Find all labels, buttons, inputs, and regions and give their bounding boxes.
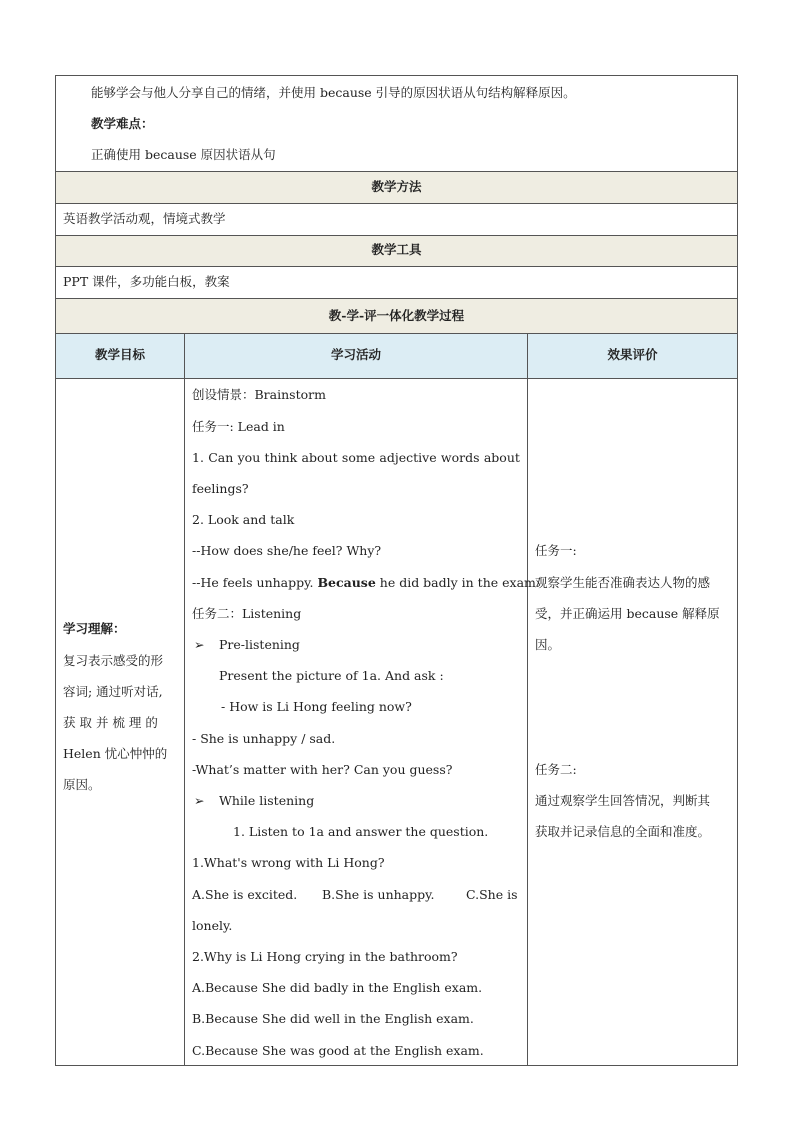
option-c: C.She is [466,887,518,902]
q1-word: about [301,450,338,465]
eval-task2-line: 通过观察学生回答情况，判断其 [535,793,711,808]
table-rule [55,235,738,236]
col-header-goal: 教学目标 [94,347,145,362]
q1-word: some [341,450,376,465]
q1-word: adjective [379,450,437,465]
difficulty-label: 教学难点： [91,116,154,131]
col-header-activity: 学习活动 [330,347,381,362]
eval-task1-label: 任务一: [535,543,577,558]
eval-task1-line: 因。 [535,637,561,652]
tools-header: 教学工具 [371,242,422,257]
table-rule [55,333,738,334]
option-a: A.She is excited. [192,887,298,902]
task2-title: 任务二：Listening [192,606,302,621]
eval-task2-line: 获取并记录信息的全面和准度。 [535,824,711,839]
table-border-left [55,75,56,1066]
why-option-b: B.Because She did well in the English exam. [192,1011,474,1026]
eval-task1-line: 观察学生能否准确表达人物的感 [535,575,711,590]
column-divider [184,333,185,1066]
task1-title: 任务一: Lead in [192,419,285,434]
goal-line: 复习表示感受的形 [63,653,164,668]
bullet-arrow-icon: ➢ [194,637,205,652]
table-rule [55,266,738,267]
table-border-top [55,75,738,76]
table-rule [55,298,738,299]
what-question: -What’s matter with her? Can you guess? [192,762,453,777]
question-wrong: 1.What's wrong with Li Hong? [192,855,385,870]
eval-task1-line: 受，并正确运用 because 解释原 [535,606,720,621]
goal-line: 容词; 通过听对话, [63,684,163,699]
table-border-right [737,75,738,1066]
option-c-cont: lonely. [192,918,233,933]
pre-listening: Pre-listening [219,637,300,652]
present-text: Present the picture of 1a. And ask : [219,668,444,683]
column-divider [527,333,528,1066]
bullet-arrow-icon: ➢ [194,793,205,808]
question1-line1 [192,450,520,466]
answer-pre: --He feels unhappy. [192,575,318,590]
process-header: 教-学-评一体化教学过程 [328,308,465,323]
col-header-evaluation: 效果评价 [607,347,658,362]
q1-word: about [483,450,520,465]
q1-word: words [440,450,480,465]
why-option-c: C.Because She was good at the English exam. [192,1043,484,1058]
table-border-bottom [55,1065,738,1066]
eval-task2-label: 任务二: [535,762,577,777]
q1-word: Can [208,450,234,465]
answer-post: he did badly in the exam. [375,575,540,590]
answer-feel [192,575,540,591]
listen-instruction: 1. Listen to 1a and answer the question. [233,824,489,839]
she-answer: - She is unhappy / sad. [192,731,336,746]
goal-line: 原因。 [63,777,101,792]
question1-line2: feelings? [192,481,249,496]
q1-word: think [264,450,298,465]
goal-line: 获 取 并 梳 理 的 [63,715,158,730]
methods-text: 英语教学活动观，情境式教学 [63,211,226,226]
while-listening: While listening [219,793,315,808]
difficulty-text: 正确使用 because 原因状语从句 [91,147,276,162]
table-rule [55,203,738,204]
option-b: B.She is unhappy. [322,887,435,902]
tools-text: PPT 课件，多功能白板，教案 [63,274,230,289]
q1-word: 1. [192,450,204,465]
objective-text: 能够学会与他人分享自己的情绪，并使用 because 引导的原因状语从句结构解释原因。 [91,85,576,100]
why-option-a: A.Because She did badly in the English exam. [192,980,483,995]
table-rule [55,378,738,379]
how-question: - How is Li Hong feeling now? [221,699,412,714]
ask-feel: --How does she/he feel? Why? [192,543,382,558]
methods-header: 教学方法 [371,179,422,194]
goal-label: 学习理解： [63,621,126,636]
answer-because: Because [317,575,376,590]
question-why: 2.Why is Li Hong crying in the bathroom? [192,949,458,964]
table-rule [55,171,738,172]
q1-word: you [237,450,261,465]
question2: 2. Look and talk [192,512,295,527]
goal-line: Helen 忧心忡忡的 [63,746,168,761]
scene-text: 创设情景：Brainstorm [192,387,326,402]
